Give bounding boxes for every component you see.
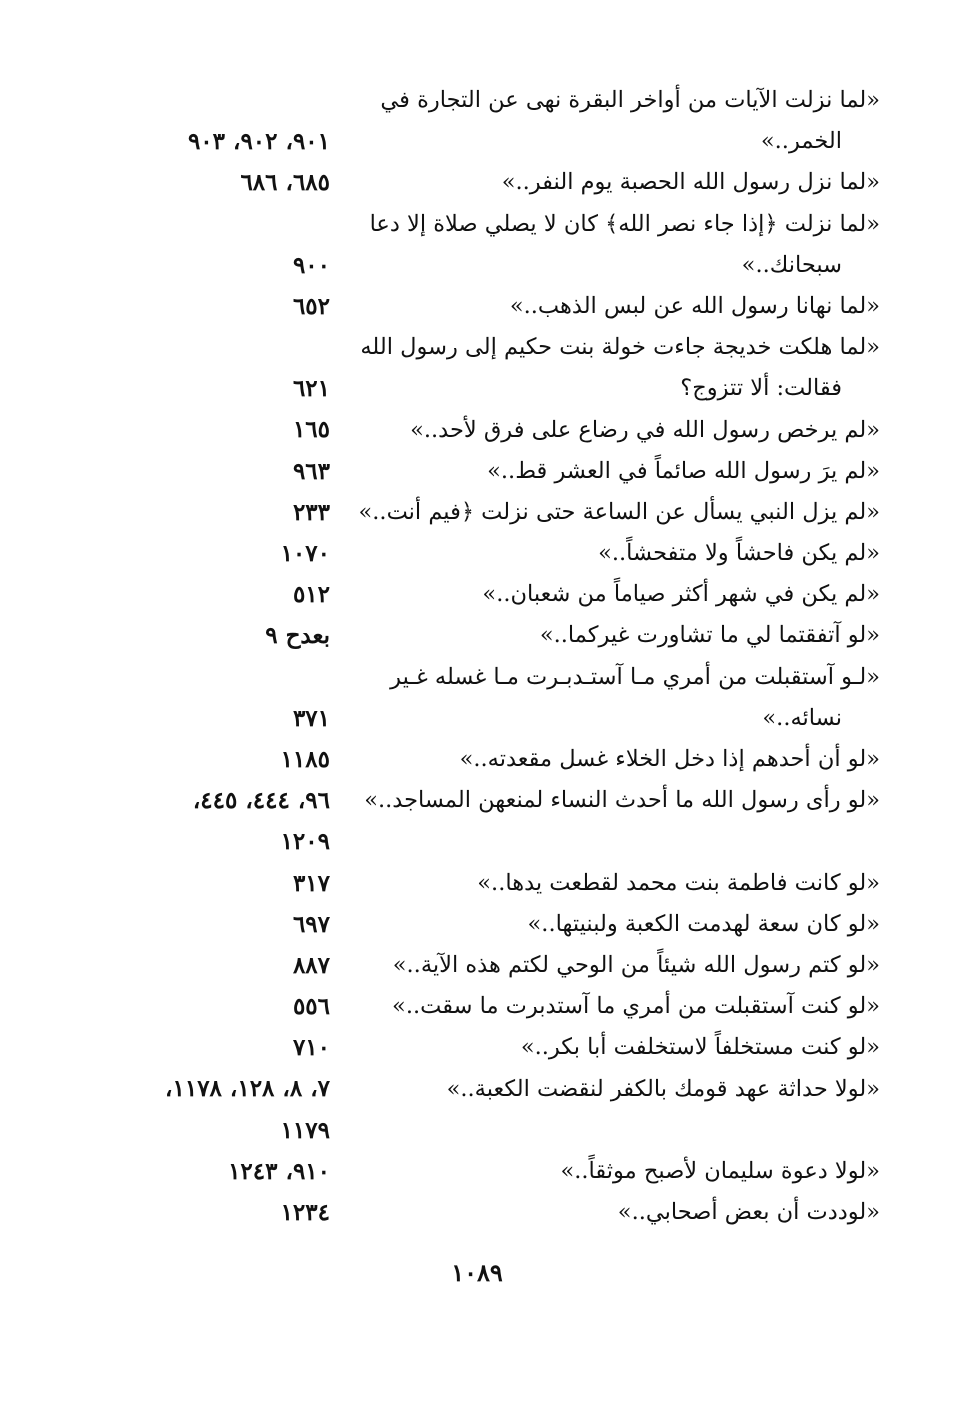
entry-text: «لو كنت مستخلفاً لاستخلفت أبا بكر..» xyxy=(520,1034,880,1061)
entry-page-refs: ٩٠١، ٩٠٢، ٩٠٣ xyxy=(187,128,330,156)
hadith-index-list xyxy=(100,80,880,1233)
entry-text: «لما نزلت الآيات من أواخر البقرة نهى عن التجارة في xyxy=(380,87,880,113)
index-entry xyxy=(100,451,880,492)
entry-text-line2: فقالت: ألا تتزوج؟ xyxy=(680,375,842,402)
entry-text: «لم يكن فاحشاً ولا متفحشاً..» xyxy=(598,540,880,567)
entry-page-refs: ١١٨٥ xyxy=(280,745,330,773)
index-entry xyxy=(100,657,880,698)
index-entry xyxy=(100,492,880,533)
index-entry xyxy=(100,904,880,945)
entry-page-refs: ٩١٠، ١٢٤٣ xyxy=(228,1157,330,1185)
entry-text: «لو رأى رسول الله ما أحدث النساء لمنعهن المساجد..» xyxy=(364,787,880,814)
index-entry xyxy=(100,162,880,203)
entry-page-refs: ٣٧١ xyxy=(292,704,330,732)
entry-page-refs: ٩٠٠ xyxy=(292,251,330,279)
entry-page-refs: ٦٨٥، ٦٨٦ xyxy=(240,169,330,197)
index-entry xyxy=(100,410,880,451)
entry-page-refs: ٥١٢ xyxy=(292,581,330,609)
index-entry-continuation xyxy=(100,121,880,162)
index-entry-continuation xyxy=(100,245,880,286)
index-entry xyxy=(100,1027,880,1068)
index-entry xyxy=(100,533,880,574)
entry-text: «لو أن أحدهم إذا دخل الخلاء غسل مقعدته..» xyxy=(459,746,880,772)
entry-text: «لما نهانا رسول الله عن لبس الذهب..» xyxy=(509,292,880,319)
entry-text: «لـو آستقبلت من أمري مـا آستـدبـرت مـا غسله غـير xyxy=(390,663,880,690)
index-entry-refs-continuation xyxy=(100,821,880,862)
entry-page-refs: ٥٥٦ xyxy=(292,993,330,1021)
entry-page-refs-continuation: ١١٧٩ xyxy=(280,1116,330,1144)
entry-text-continuation xyxy=(330,368,880,409)
index-entry xyxy=(100,327,880,368)
index-entry xyxy=(100,863,880,904)
index-entry-refs-continuation xyxy=(100,1110,880,1151)
index-entry xyxy=(100,986,880,1027)
entry-text-line2: نسائه..» xyxy=(762,704,842,731)
entry-text: «لولا حداثة عهد قومك بالكفر لنقضت الكعبة..» xyxy=(446,1075,880,1102)
entry-text: «لو آتفقتما لي ما تشاورت غيركما..» xyxy=(539,622,880,649)
entry-page-refs-continuation: ١٢٠٩ xyxy=(280,828,330,856)
entry-text: «لوددت أن بعض أصحابي..» xyxy=(617,1199,880,1226)
index-entry xyxy=(100,615,880,656)
entry-page-refs: ١٠٧٠ xyxy=(280,540,330,568)
index-entry xyxy=(100,1192,880,1233)
entry-page-refs: ٧١٠ xyxy=(292,1034,330,1062)
entry-page-refs: ٦٢١ xyxy=(292,375,330,403)
entry-page-refs: ٣١٧ xyxy=(292,869,330,897)
entry-text: «لو كنت آستقبلت من أمري ما آستدبرت ما سقت..» xyxy=(392,993,880,1020)
index-entry xyxy=(100,1069,880,1110)
entry-page-refs: ٦٩٧ xyxy=(292,910,330,938)
entry-text-line2: سبحانك..» xyxy=(741,251,842,278)
entry-page-refs: ٧، ٨، ١٢٨، ١١٧٨، xyxy=(165,1075,330,1103)
entry-page-refs: ٨٨٧ xyxy=(292,951,330,979)
entry-text: «لم يكن في شهر أكثر صياماً من شعبان..» xyxy=(482,581,880,608)
entry-page-refs: ٢٣٣ xyxy=(292,498,330,526)
entry-text: «لم يرخص رسول الله في رضاع على فرق لأحد..» xyxy=(410,416,880,443)
entry-text: «لما نزل رسول الله الحصبة يوم النفر..» xyxy=(501,169,880,196)
index-entry-continuation xyxy=(100,368,880,409)
index-entry xyxy=(100,780,880,821)
index-entry xyxy=(100,1151,880,1192)
index-entry xyxy=(100,945,880,986)
entry-text-line2: الخمر..» xyxy=(760,128,842,155)
entry-text: «لما نزلت ﴿إذا جاء نصر الله﴾ كان لا يصلي صلاة إلا دعا xyxy=(369,210,880,237)
index-entry xyxy=(100,204,880,245)
entry-text: «لو كتم رسول الله شيئاً من الوحي لكتم هذه الآية..» xyxy=(392,951,880,978)
entry-text-continuation xyxy=(330,698,880,739)
entry-text: «لولا دعوة سليمان لأصبح موثقاً..» xyxy=(560,1157,880,1184)
entry-page-refs: ٩٦٣ xyxy=(292,457,330,485)
entry-text: «لما هلكت خديجة جاءت خولة بنت حكيم إلى رسول الله xyxy=(360,334,880,361)
entry-text-continuation xyxy=(330,245,880,286)
entry-page-refs: ١٦٥ xyxy=(292,416,330,444)
entry-text: «لو كانت فاطمة بنت محمد لقطعت يدها..» xyxy=(477,869,880,896)
index-entry xyxy=(100,286,880,327)
entry-text: «لم يرَ رسول الله صائماً في العشر قط..» xyxy=(487,457,880,484)
entry-page-refs: ٩٦، ٤٤٤، ٤٤٥، xyxy=(192,787,330,815)
index-entry-continuation xyxy=(100,698,880,739)
index-entry xyxy=(100,80,880,121)
entry-page-refs: بعدح ٩ xyxy=(265,622,330,650)
entry-page-refs: ٦٥٢ xyxy=(292,292,330,320)
entry-text-continuation xyxy=(330,121,880,162)
entry-text: «لم يزل النبي يسأل عن الساعة حتى نزلت ﴿فيم أنت..» xyxy=(358,498,880,525)
entry-text: «لو كان سعة لهدمت الكعبة ولبنيتها..» xyxy=(527,910,880,937)
page-number: ١٠٨٩ xyxy=(451,1258,503,1287)
index-entry xyxy=(100,739,880,780)
index-entry xyxy=(100,574,880,615)
entry-page-refs: ١٢٣٤ xyxy=(280,1199,330,1227)
